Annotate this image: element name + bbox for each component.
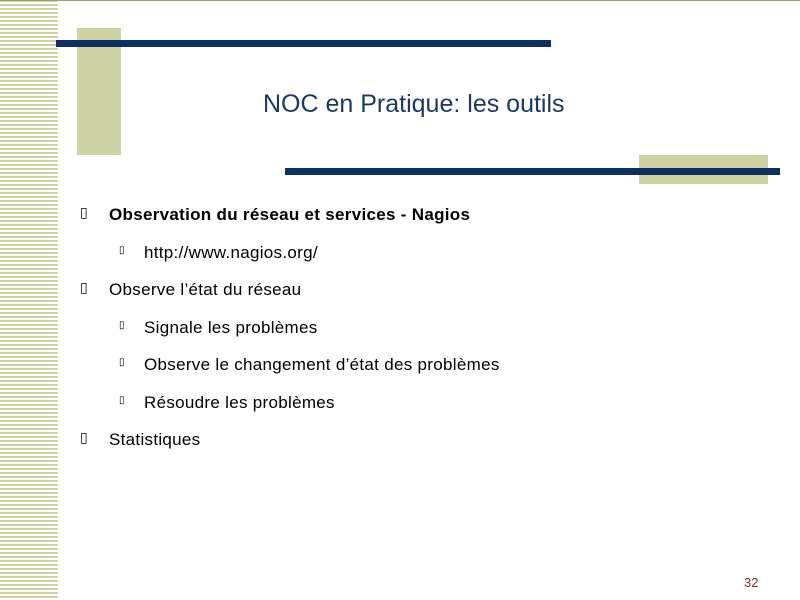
bullet-icon: ▯	[80, 204, 88, 220]
list-item: http://www.nagios.org/	[144, 243, 318, 262]
list-item: Statistiques	[109, 430, 201, 449]
sub-bullet-icon: ▯	[119, 245, 125, 256]
list-item: Observation du réseau et services - Nagios	[109, 205, 471, 224]
sub-bullet-icon: ▯	[119, 357, 125, 368]
bullet-icon: ▯	[80, 279, 88, 295]
slide-title: NOC en Pratique: les outils	[263, 90, 565, 118]
bullet-icon: ▯	[80, 429, 88, 445]
list-item: Signale les problèmes	[144, 318, 318, 337]
page-number: 32	[744, 575, 759, 590]
list-item: Observe l’état du réseau	[109, 280, 302, 299]
list-item: Résoudre les problèmes	[144, 393, 335, 412]
sub-bullet-icon: ▯	[119, 320, 125, 331]
sub-bullet-icon: ▯	[119, 395, 125, 406]
list-item: Observe le changement d’état des problèmes	[144, 355, 500, 374]
